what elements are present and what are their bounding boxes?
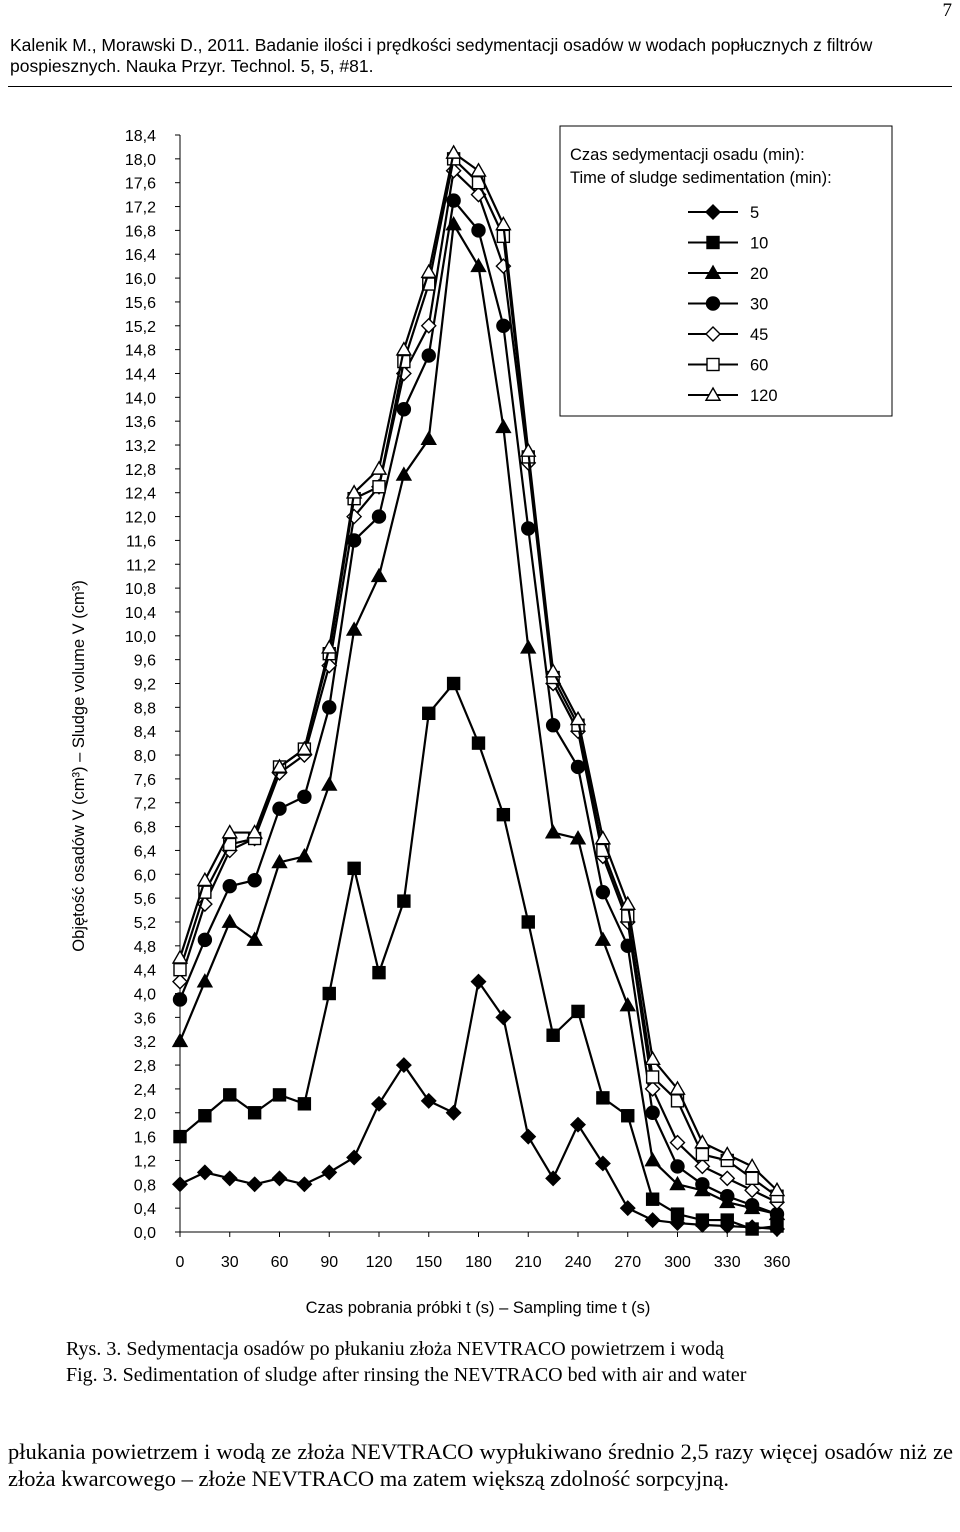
y-tick-label: 0,4: [133, 1201, 156, 1219]
data-point: [373, 481, 385, 493]
x-tick-label: 360: [763, 1254, 791, 1271]
y-tick-label: 2,4: [133, 1081, 156, 1099]
data-point: [621, 998, 635, 1010]
y-tick-label: 11,2: [126, 557, 156, 575]
x-tick-label: 0: [175, 1254, 185, 1271]
data-point: [447, 1106, 461, 1120]
y-tick-label: 0,0: [133, 1225, 156, 1242]
y-tick-label: 10,0: [124, 628, 156, 646]
data-point: [297, 849, 311, 861]
y-tick-label: 16,0: [124, 271, 156, 289]
series-10-min: [174, 678, 783, 1236]
data-point: [572, 1005, 584, 1017]
data-point: [473, 737, 485, 749]
data-point: [547, 719, 560, 732]
body-paragraph: płukania powietrzem i wodą ze złoża NEVTRACO wypłukiwano średnio 2,5 razy więcej osadów niż ze złoża kwarcowego – złoże NEVTRACO ma zatem większą zdolność sorpcyjną.: [8, 1439, 953, 1491]
data-point: [198, 975, 212, 987]
y-tick-label: 12,4: [124, 485, 156, 503]
data-point: [447, 146, 461, 158]
data-point: [720, 1147, 734, 1159]
data-point: [672, 1208, 684, 1220]
data-point: [174, 1131, 186, 1143]
y-tick-label: 4,8: [133, 938, 156, 956]
data-point: [720, 1171, 734, 1185]
data-point: [472, 259, 486, 271]
data-point: [771, 1220, 783, 1232]
data-point: [496, 420, 510, 432]
y-tick-label: 13,6: [124, 414, 156, 432]
x-axis-label: Czas pobrania próbki t (s) – Sampling time t (s): [305, 1299, 651, 1317]
sludge-sedimentation-chart: [0, 100, 960, 1330]
x-tick-label: 330: [713, 1254, 741, 1271]
data-point: [497, 319, 510, 332]
y-tick-label: 6,0: [133, 867, 156, 885]
x-tick-label: 180: [465, 1254, 492, 1271]
y-tick-label: 5,6: [133, 891, 156, 909]
data-point: [422, 1094, 436, 1108]
header-divider: [8, 86, 952, 87]
data-point: [472, 164, 486, 176]
data-point: [522, 916, 534, 928]
y-tick-label: 9,6: [133, 652, 156, 670]
data-point: [322, 778, 336, 790]
data-point: [323, 988, 335, 1000]
y-tick-label: 18,4: [124, 128, 156, 145]
data-point: [347, 623, 361, 635]
data-point: [323, 701, 336, 714]
y-tick-label: 14,4: [124, 366, 156, 384]
y-tick-label: 16,4: [124, 247, 156, 265]
data-point: [647, 1071, 659, 1083]
figure-caption-en: Fig. 3. Sedimentation of sludge after rinsing the NEVTRACO bed with air and water: [66, 1364, 747, 1386]
data-point: [522, 522, 535, 535]
y-tick-label: 16,8: [124, 223, 156, 241]
y-tick-label: 1,6: [133, 1129, 156, 1147]
y-tick-label: 5,2: [133, 914, 156, 932]
data-point: [622, 910, 634, 922]
data-point: [472, 975, 486, 989]
data-point: [223, 915, 237, 927]
data-point: [422, 265, 436, 277]
legend-marker: [707, 297, 720, 310]
series-5-line: [180, 982, 777, 1229]
y-tick-label: 18,0: [124, 151, 156, 169]
x-tick-label: 60: [270, 1254, 289, 1271]
series-10-line: [180, 684, 777, 1230]
y-tick-label: 15,2: [124, 318, 156, 336]
data-point: [745, 1183, 759, 1197]
y-tick-label: 6,8: [133, 819, 156, 837]
data-point: [348, 862, 360, 874]
data-point: [597, 1092, 609, 1104]
y-tick-label: 3,2: [133, 1034, 156, 1052]
data-point: [373, 510, 386, 523]
y-tick-label: 12,8: [124, 461, 156, 479]
y-tick-label: 9,2: [133, 676, 156, 694]
x-tick-label: 270: [614, 1254, 642, 1271]
data-point: [496, 1010, 510, 1024]
data-point: [746, 1199, 759, 1212]
y-tick-label: 12,0: [124, 509, 156, 527]
data-point: [497, 809, 509, 821]
y-tick-label: 13,2: [124, 438, 156, 456]
legend-label: 5: [750, 204, 760, 222]
y-tick-label: 8,4: [133, 724, 156, 742]
data-point: [372, 1097, 386, 1111]
legend-label: 30: [750, 295, 769, 314]
legend-label: 120: [750, 387, 778, 405]
legend-title-pl: Czas sedymentacji osadu (min):: [570, 146, 805, 164]
y-tick-label: 10,8: [124, 581, 156, 599]
data-point: [248, 1177, 262, 1191]
figure-caption-pl: Rys. 3. Sedymentacja osadów po płukaniu złoża NEVTRACO powietrzem i wodą: [66, 1338, 724, 1360]
y-tick-label: 11,6: [126, 533, 156, 551]
data-point: [373, 967, 385, 979]
data-point: [546, 665, 560, 677]
x-tick-label: 120: [365, 1254, 393, 1271]
data-point: [596, 886, 609, 899]
chart-legend: [560, 126, 892, 416]
data-point: [696, 1214, 708, 1226]
x-tick-label: 210: [514, 1254, 542, 1271]
y-tick-label: 14,0: [124, 390, 156, 408]
y-tick-label: 17,2: [124, 199, 156, 217]
data-point: [397, 1058, 411, 1072]
data-point: [398, 895, 410, 907]
data-point: [372, 569, 386, 581]
data-point: [746, 1223, 758, 1235]
data-point: [646, 1106, 659, 1119]
data-point: [273, 1171, 287, 1185]
data-point: [646, 1153, 660, 1165]
data-point: [423, 707, 435, 719]
data-point: [596, 933, 610, 945]
x-tick-label: 150: [415, 1254, 443, 1271]
data-point: [422, 349, 435, 362]
y-tick-label: 0,8: [133, 1177, 156, 1195]
data-point: [721, 1214, 733, 1226]
data-point: [173, 1177, 187, 1191]
legend-marker: [707, 237, 719, 249]
data-point: [572, 760, 585, 773]
y-tick-label: 8,8: [133, 700, 156, 718]
data-point: [223, 880, 236, 893]
data-point: [696, 1148, 708, 1160]
data-point: [521, 641, 535, 653]
data-point: [198, 933, 211, 946]
data-point: [322, 1165, 336, 1179]
citation-header: Kalenik M., Morawski D., 2011. Badanie ilości i prędkości sedymentacji osadów w wodach popłucznych z filtrów pospiesznych. Nauka Przyr. Technol. 5, 5, #81.: [10, 35, 873, 76]
legend-label: 20: [750, 265, 769, 283]
data-point: [696, 1178, 709, 1191]
x-tick-label: 90: [320, 1254, 339, 1271]
y-tick-label: 17,6: [124, 175, 156, 193]
y-tick-label: 15,6: [124, 294, 156, 312]
data-point: [174, 964, 186, 976]
y-tick-label: 1,2: [133, 1153, 156, 1171]
y-tick-label: 14,8: [124, 342, 156, 360]
data-point: [621, 1201, 635, 1215]
data-point: [347, 1150, 361, 1164]
data-point: [671, 1160, 684, 1173]
y-tick-label: 7,2: [133, 795, 156, 813]
data-point: [199, 1110, 211, 1122]
data-point: [746, 1172, 758, 1184]
data-point: [622, 1110, 634, 1122]
data-point: [397, 403, 410, 416]
data-point: [224, 1089, 236, 1101]
data-point: [521, 1130, 535, 1144]
data-point: [571, 1118, 585, 1132]
data-point: [721, 1190, 734, 1203]
y-tick-label: 8,0: [133, 748, 156, 766]
data-point: [174, 993, 187, 1006]
data-point: [472, 224, 485, 237]
y-axis-label: Objętość osadów V (cm³) – Sludge volume V (cm³): [70, 580, 88, 952]
data-point: [547, 1029, 559, 1041]
data-point: [274, 1089, 286, 1101]
page-number: 7: [942, 0, 952, 21]
data-point: [223, 1171, 237, 1185]
data-point: [297, 1177, 311, 1191]
data-point: [298, 1098, 310, 1110]
data-point: [745, 1159, 759, 1171]
legend-marker: [707, 359, 719, 371]
legend-label: 45: [750, 326, 769, 344]
y-tick-label: 7,6: [133, 771, 156, 789]
legend-title-en: Time of sludge sedimentation (min):: [570, 169, 832, 187]
data-point: [173, 1034, 187, 1046]
x-tick-label: 300: [664, 1254, 691, 1271]
data-point: [422, 432, 436, 444]
y-tick-label: 10,4: [124, 604, 156, 622]
data-point: [273, 802, 286, 815]
data-point: [298, 790, 311, 803]
y-tick-label: 2,8: [133, 1058, 156, 1076]
data-point: [248, 933, 262, 945]
y-tick-label: 2,0: [133, 1105, 156, 1123]
y-tick-label: 6,4: [133, 843, 156, 861]
data-point: [198, 873, 212, 885]
data-point: [546, 826, 560, 838]
data-point: [198, 1165, 212, 1179]
legend-label: 60: [750, 356, 769, 375]
data-point: [521, 444, 535, 456]
data-point: [546, 1171, 560, 1185]
x-tick-label: 30: [220, 1254, 239, 1271]
data-point: [249, 1107, 261, 1119]
x-tick-label: 240: [564, 1254, 592, 1271]
data-point: [596, 1156, 610, 1170]
data-point: [248, 874, 261, 887]
data-point: [448, 678, 460, 690]
y-tick-label: 3,6: [133, 1010, 156, 1028]
data-point: [647, 1193, 659, 1205]
data-point: [646, 1213, 660, 1227]
y-tick-label: 4,4: [133, 962, 156, 980]
legend-label: 10: [750, 234, 769, 253]
y-tick-label: 4,0: [133, 986, 156, 1004]
